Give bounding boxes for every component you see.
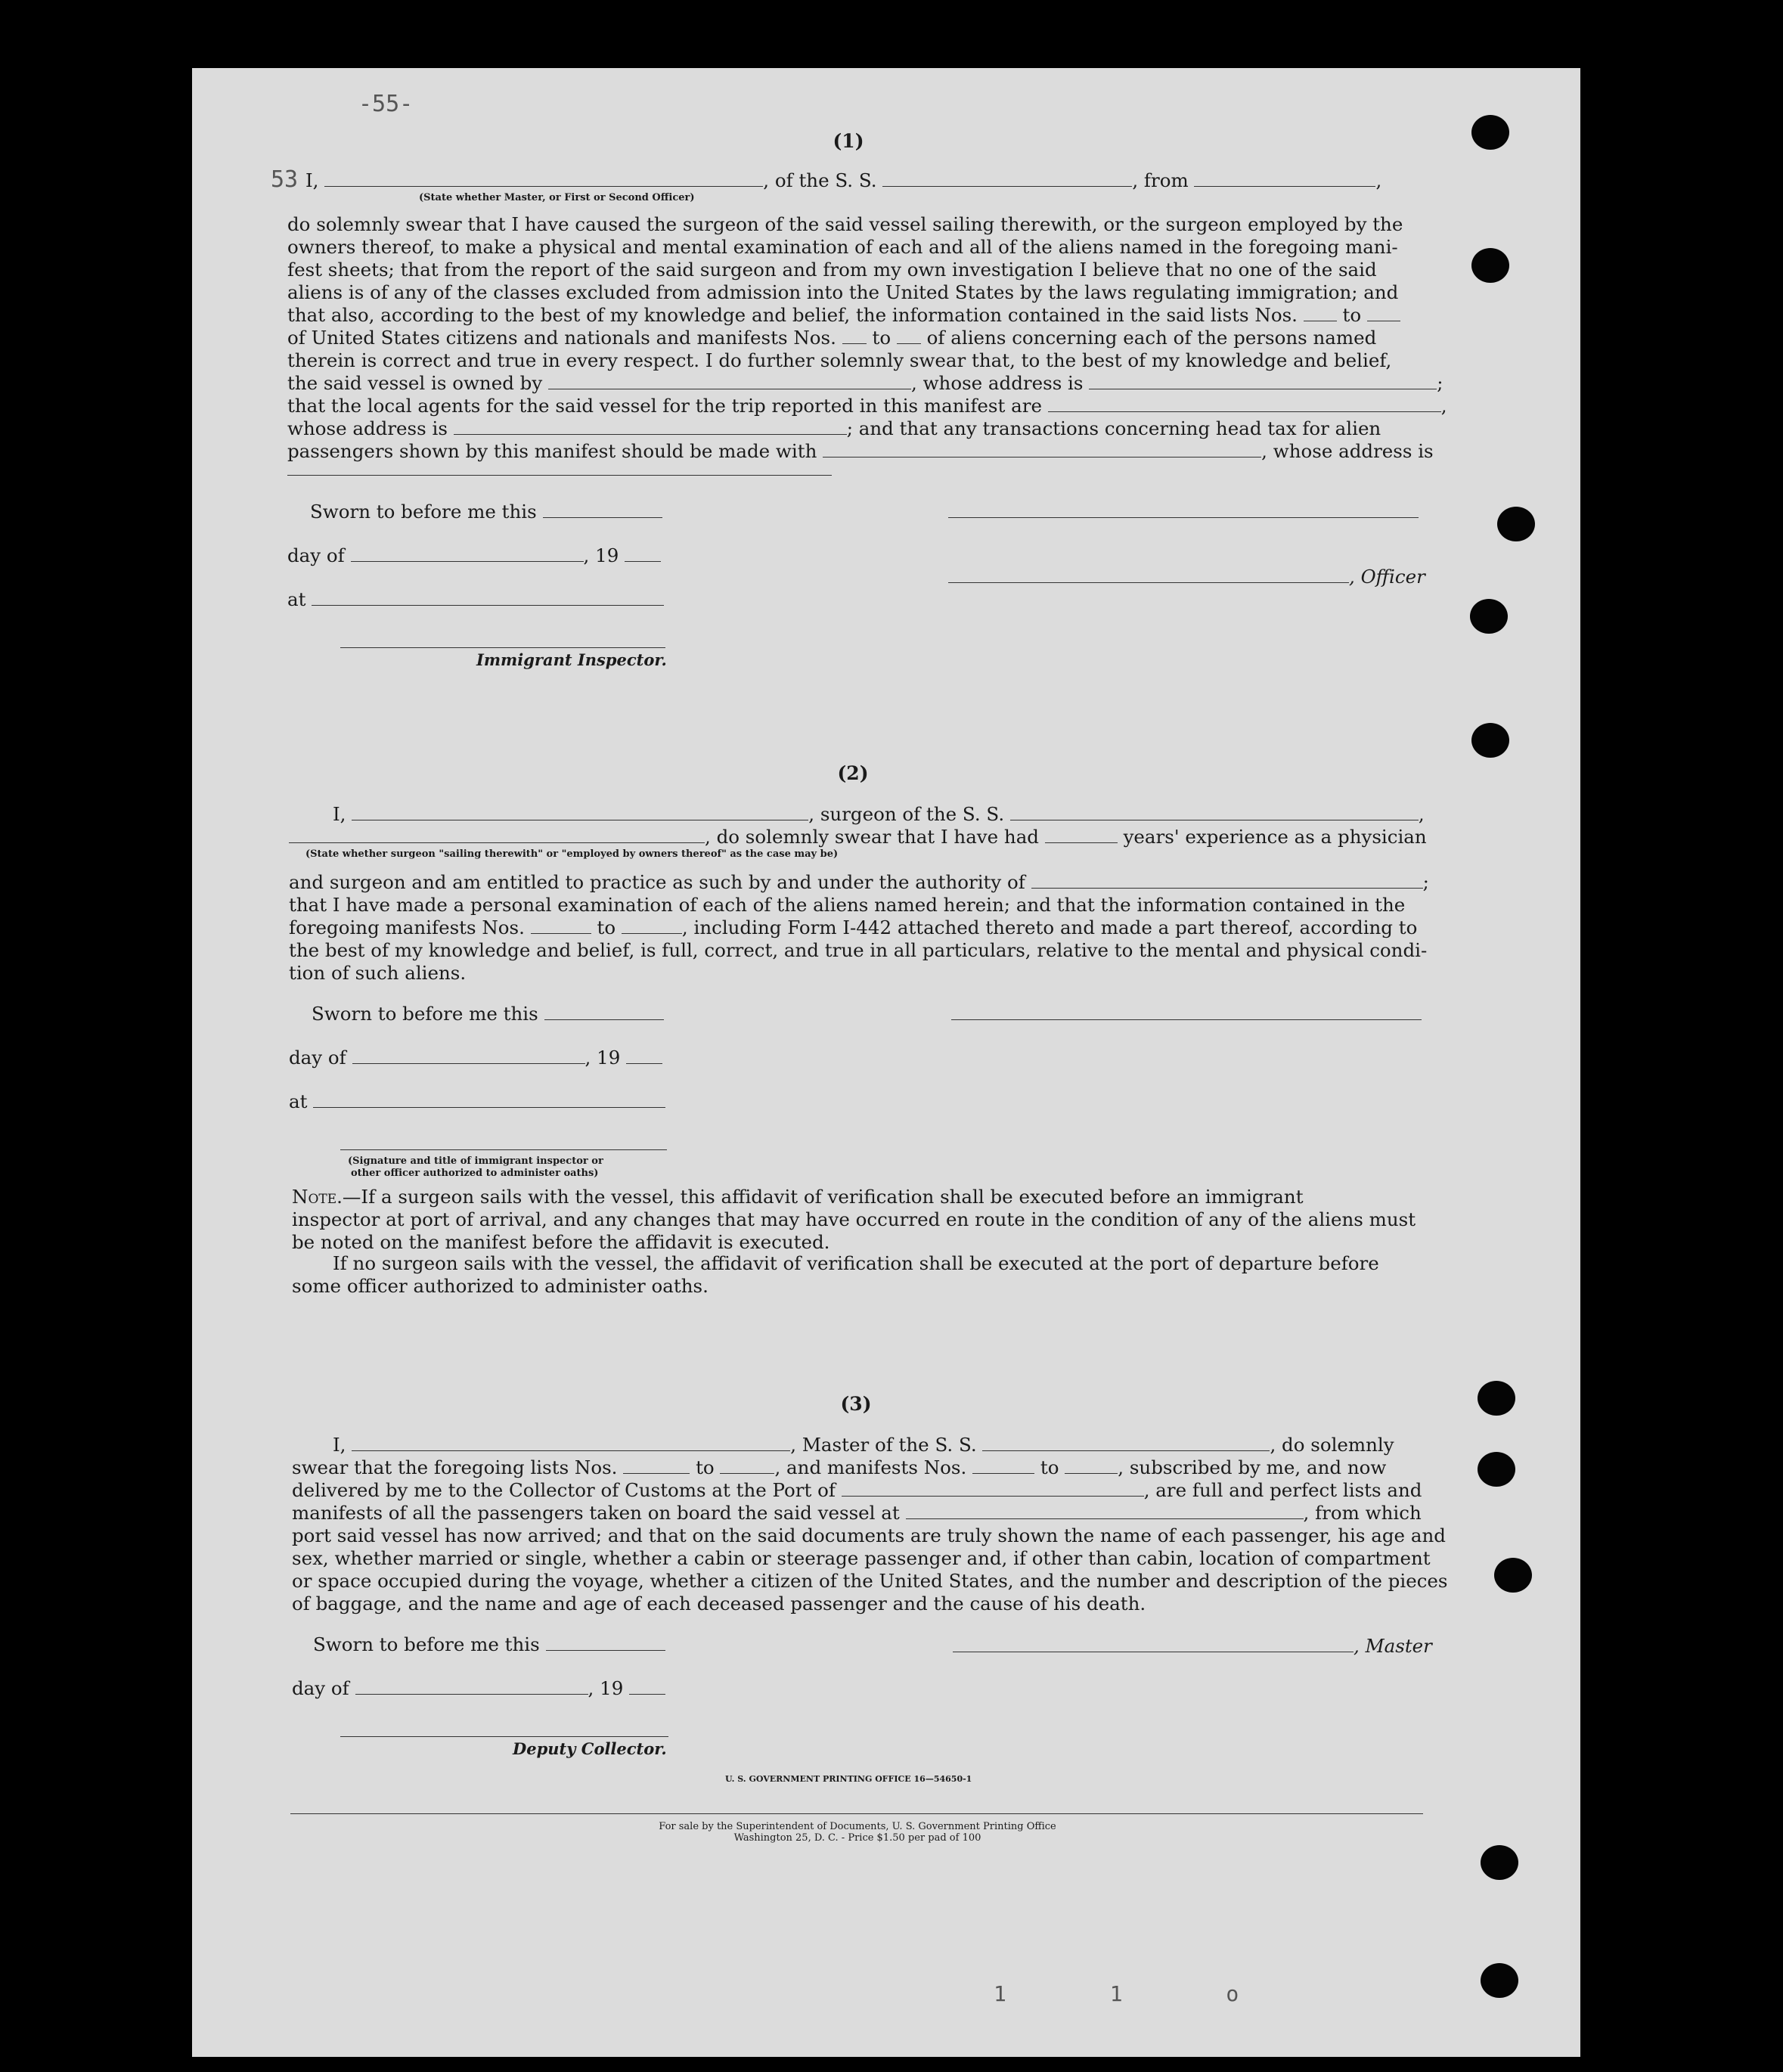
section3-line8: of baggage, and the name and age of each deceased passenger and the cause of his death. xyxy=(292,1593,1146,1614)
note-line-5: some officer authorized to administer oaths. xyxy=(292,1275,709,1297)
section-1-number: (1) xyxy=(833,130,864,152)
punch-hole xyxy=(1470,599,1508,634)
note-line-3: be noted on the manifest before the affidavit is executed. xyxy=(292,1231,830,1253)
bottom-scan-marks: 1 1 o xyxy=(994,1981,1239,2006)
sale-line-2: Washington 25, D. C. - Price $1.50 per pad of 100 xyxy=(733,1832,981,1844)
section1-p7: therein is correct and true in every respect. I do further solemnly swear that, to the best of my knowledge and belief, xyxy=(287,349,1392,371)
manifests-from-field[interactable] xyxy=(842,328,867,344)
s2-sworn-date-field[interactable] xyxy=(544,1004,664,1020)
section1-p5: that also, according to the best of my knowledge and belief, the information contained in the said lists Nos. to xyxy=(287,304,1400,327)
punch-hole xyxy=(1471,723,1509,758)
manifests-to-field[interactable] xyxy=(897,328,921,344)
owner-field[interactable] xyxy=(548,374,911,389)
note-line-4: If no surgeon sails with the vessel, the affidavit of verification shall be executed at the port of departure before xyxy=(333,1252,1379,1274)
s3-sworn-date-field[interactable] xyxy=(546,1635,665,1651)
s1-month-field[interactable] xyxy=(351,546,584,562)
s2-day-of: day of , 19 xyxy=(289,1047,662,1069)
section3-line6: sex, whether married or single, whether a cabin or steerage passenger and, if other than cabin, location of compartment xyxy=(292,1547,1431,1569)
s1-officer-line: , Officer xyxy=(948,566,1425,588)
s2-at: at xyxy=(289,1090,665,1113)
s3-sworn: Sworn to before me this xyxy=(313,1633,665,1656)
section1-p4: aliens is of any of the classes excluded from admission into the United States by the laws regulating immigration; and xyxy=(287,281,1399,303)
deputy-collector-label: Deputy Collector. xyxy=(513,1739,667,1758)
s2-at-field[interactable] xyxy=(313,1092,665,1108)
authority-field[interactable] xyxy=(1031,873,1423,889)
section1-p8: the said vessel is owned by , whose address is ; xyxy=(287,372,1443,394)
section-2-number: (2) xyxy=(837,762,869,784)
punch-hole xyxy=(1471,115,1509,150)
agents-address-field[interactable] xyxy=(454,419,847,435)
s3-vessel-field[interactable] xyxy=(982,1435,1270,1451)
punch-hole xyxy=(1494,1558,1532,1593)
section2-p3: foregoing manifests Nos. to , including Form I-442 attached thereto and made a part thereof, according to xyxy=(289,917,1418,938)
section1-p3: fest sheets; that from the report of the said surgeon and from my own investigation I believe that no one of the said xyxy=(287,259,1377,281)
section1-p6: of United States citizens and nationals and manifests Nos. to of aliens concerning each of the persons named xyxy=(287,327,1377,349)
s3-manifests-to-field[interactable] xyxy=(1065,1458,1118,1474)
section3-line5: port said vessel has now arrived; and that on the said documents are truly shown the name of each passenger, his age and xyxy=(292,1525,1446,1546)
s3-deputy-signature-line[interactable] xyxy=(340,1736,668,1737)
s2-vessel-field[interactable] xyxy=(1010,805,1419,820)
punch-hole xyxy=(1497,507,1535,541)
section1-line1: I, , of the S. S. , from , xyxy=(305,169,1382,191)
s1-officer-signature-field[interactable] xyxy=(948,567,1349,583)
officer-name-field[interactable] xyxy=(324,171,763,187)
punch-hole xyxy=(1478,1452,1515,1487)
s3-master-line: , Master xyxy=(953,1635,1432,1658)
section3-line2: swear that the foregoing lists Nos. to , and manifests Nos. to , subscribed by me, and now xyxy=(292,1456,1387,1478)
s1-sworn: Sworn to before me this xyxy=(310,501,662,523)
local-agents-field[interactable] xyxy=(1048,396,1441,412)
s3-month-field[interactable] xyxy=(355,1679,588,1695)
s1-at-field[interactable] xyxy=(312,590,664,606)
s3-lists-to-field[interactable] xyxy=(720,1458,774,1474)
section2-p5: tion of such aliens. xyxy=(289,962,467,984)
s2-year-field[interactable] xyxy=(626,1048,662,1064)
section2-line1: I, , surgeon of the S. S. , xyxy=(333,803,1425,825)
printing-office: U. S. GOVERNMENT PRINTING OFFICE 16—54650-1 xyxy=(725,1774,972,1784)
s1-year-field[interactable] xyxy=(625,546,661,562)
s1-inspector-signature-line[interactable] xyxy=(340,647,665,648)
section1-p11: passengers shown by this manifest should be made with , whose address is xyxy=(287,440,1434,462)
address-continuation-line xyxy=(287,475,832,476)
vessel-name-field[interactable] xyxy=(882,171,1132,187)
punch-hole xyxy=(1471,248,1509,283)
s1-inspector-label: Immigrant Inspector. xyxy=(476,650,667,669)
s2-manifests-to-field[interactable] xyxy=(622,918,682,934)
s3-day-of: day of , 19 xyxy=(292,1677,665,1700)
boarding-port-field[interactable] xyxy=(906,1503,1304,1519)
s2-signature-line[interactable] xyxy=(340,1149,667,1150)
s1-sworn-date-field[interactable] xyxy=(543,502,662,518)
collector-port-field[interactable] xyxy=(842,1481,1144,1497)
s1-officer-sig-line-1[interactable] xyxy=(948,517,1419,518)
owner-address-field[interactable] xyxy=(1089,374,1437,389)
officer-note: (State whether Master, or First or Second Officer) xyxy=(419,192,695,203)
section3-line4: manifests of all the passengers taken on board the said vessel at , from which xyxy=(292,1502,1422,1524)
s2-sig-note-1: (Signature and title of immigrant inspector or xyxy=(348,1155,603,1167)
section2-p4: the best of my knowledge and belief, is full, correct, and true in all particulars, relative to the mental and physical condi- xyxy=(289,939,1428,961)
punch-hole xyxy=(1478,1381,1515,1416)
note-line-1: Note.—If a surgeon sails with the vessel, this affidavit of verification shall be executed before an immigrant xyxy=(292,1186,1304,1208)
s3-manifests-from-field[interactable] xyxy=(972,1458,1034,1474)
section-3-number: (3) xyxy=(840,1393,872,1415)
section2-line2: , do solemnly swear that I have had years' experience as a physician xyxy=(289,826,1427,848)
section3-line3: delivered by me to the Collector of Customs at the Port of , are full and perfect lists and xyxy=(292,1479,1422,1501)
margin-number-mark: 53 xyxy=(271,166,299,193)
section1-p9: that the local agents for the said vessel for the trip reported in this manifest are , xyxy=(287,395,1447,417)
s3-year-field[interactable] xyxy=(629,1679,665,1695)
s1-day-of: day of , 19 xyxy=(287,544,661,567)
section1-p2: owners thereof, to make a physical and mental examination of each and all of the aliens named in the foregoing mani- xyxy=(287,236,1398,258)
s3-lists-from-field[interactable] xyxy=(623,1458,690,1474)
section3-line7: or space occupied during the voyage, whether a citizen of the United States, and the number and description of the pieces xyxy=(292,1570,1448,1592)
master-name-field[interactable] xyxy=(352,1435,790,1451)
footer-rule xyxy=(290,1813,1423,1814)
section1-p10: whose address is ; and that any transactions concerning head tax for alien xyxy=(287,417,1381,439)
s3-master-signature-field[interactable] xyxy=(953,1636,1354,1652)
s1-at: at xyxy=(287,588,664,611)
s2-sworn: Sworn to before me this xyxy=(312,1003,664,1025)
section2-p1: and surgeon and am entitled to practice as such by and under the authority of ; xyxy=(289,871,1429,893)
s2-month-field[interactable] xyxy=(352,1048,585,1064)
note-line-2: inspector at port of arrival, and any changes that may have occurred en route in the condition of any of the aliens must xyxy=(292,1208,1416,1230)
sale-line-1: For sale by the Superintendent of Documents, U. S. Government Printing Office xyxy=(659,1821,1056,1832)
punch-hole xyxy=(1481,1845,1518,1880)
s2-surgeon-signature-line[interactable] xyxy=(951,1019,1422,1020)
punch-hole xyxy=(1481,1963,1518,1998)
lists-from-field[interactable] xyxy=(1304,306,1337,321)
page-number-mark: -55- xyxy=(358,91,414,117)
section1-p1: do solemnly swear that I have caused the surgeon of the said vessel sailing therewith, or the surgeon employed by the xyxy=(287,213,1403,235)
from-port-field[interactable] xyxy=(1194,171,1375,187)
years-experience-field[interactable] xyxy=(1045,827,1118,843)
form-page xyxy=(192,68,1580,2057)
head-tax-contact-field[interactable] xyxy=(823,442,1261,458)
s2-manifests-from-field[interactable] xyxy=(531,918,591,934)
surgeon-name-field[interactable] xyxy=(352,805,808,820)
lists-to-field[interactable] xyxy=(1367,306,1400,321)
surgeon-type-field[interactable] xyxy=(289,827,705,843)
s2-sig-note-2: other officer authorized to administer oaths) xyxy=(351,1168,599,1179)
section3-line1: I, , Master of the S. S. , do solemnly xyxy=(333,1434,1394,1456)
surgeon-note: (State whether surgeon "sailing therewith" or "employed by owners thereof" as the case may be) xyxy=(305,848,839,860)
section2-p2: that I have made a personal examination of each of the aliens named herein; and that the information contained in the xyxy=(289,894,1406,916)
